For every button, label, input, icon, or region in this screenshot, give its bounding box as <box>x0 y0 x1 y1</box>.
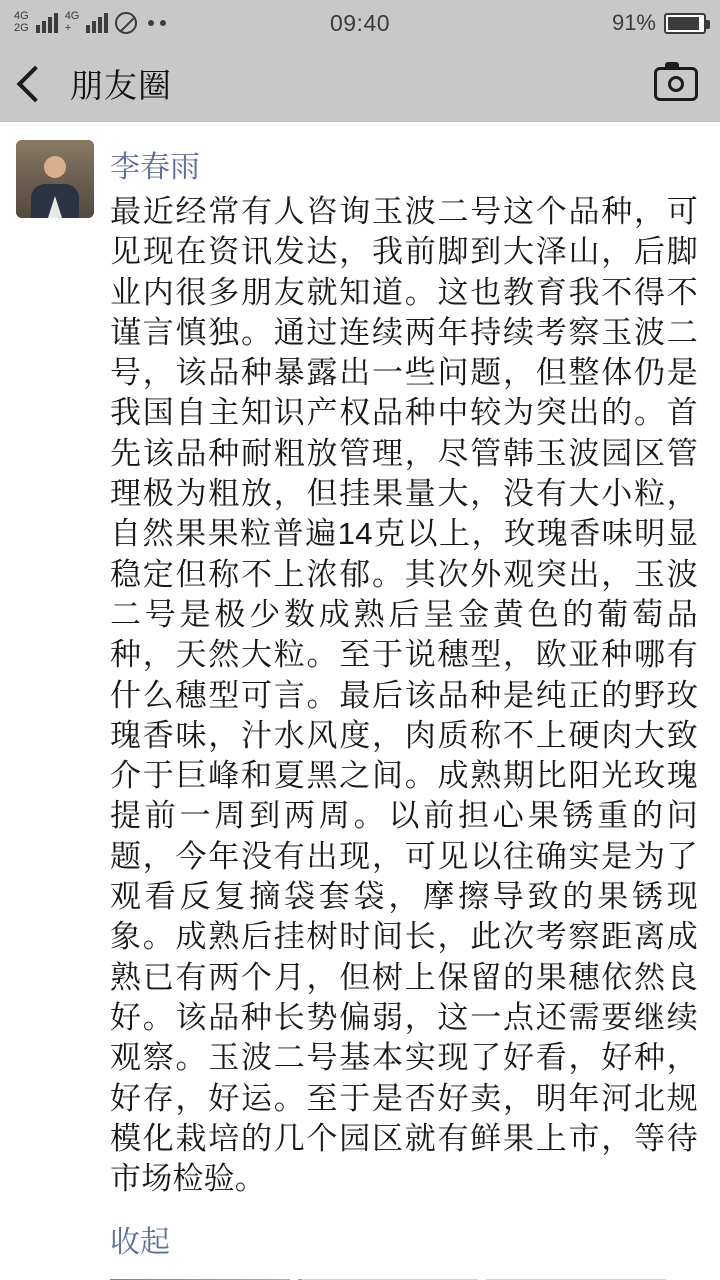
nav-bar <box>0 46 720 122</box>
post-item <box>0 140 720 1280</box>
moments-feed[interactable] <box>0 122 720 1280</box>
camera-icon[interactable] <box>654 67 698 101</box>
network-label-2: 4G <box>64 10 80 22</box>
network-type-labels <box>14 11 29 35</box>
status-right-group <box>612 10 706 36</box>
post-author-name[interactable]: 李春雨 <box>110 151 200 184</box>
network-label-2b: + <box>64 22 72 34</box>
network-type-label-secondary <box>65 11 80 35</box>
signal-bars-icon-1 <box>36 13 58 33</box>
avatar[interactable] <box>16 140 94 218</box>
signal-group <box>36 13 58 33</box>
collapse-toggle[interactable]: 收起 <box>110 1226 170 1260</box>
status-bar <box>0 0 720 46</box>
avatar-head <box>44 156 66 178</box>
back-chevron-icon[interactable] <box>17 65 54 102</box>
battery-percent-label: 91% <box>611 10 656 35</box>
status-left-group <box>14 11 166 35</box>
post-content-text: 最近经常有人咨询玉波二号这个品种，可见现在资讯发达，我前脚到大泽山，后脚业内很多朋友就知道。这也教育我不得不谨言慎独。通过连续两年持续考察玉波二号，该品种暴露出一些问题，但整体仍是我国自主知识产权品种中较为突出的。首先该品种耐粗放管理，尽管韩玉波园区管理极为粗放，但挂果量大，没有大小粒，自然果果粒普遍14克以上，玫瑰香味明显稳定但称不上浓郁。其次外观突出，玉波二号是极少数成熟后呈金黄色的葡萄品种，天然大粒。至于说穗型，欧亚种哪有什么穗型可言。最后该品种是纯正的野玫瑰香味，汁水风度，肉质称不上硬肉大致介于巨峰和夏黑之间。成熟期比阳光玫瑰提前一周到两周。以前担心果锈重的问题，今年没有出现，可见以往确实是为了观看反复摘袋套袋，摩擦导致的果锈现象。成熟后挂树时间长，此次考察距离成熟已有两个月，但树上保留的果穗依然良好。该品种长势偏弱，这一点还需要继续观察。玉波二号基本实现了好看，好种，好存，好运。至于是否好卖，明年河北规模化栽培的几个园区就有鲜果上市，等待市场检验。 <box>110 194 698 1197</box>
network-label-1: 4G <box>14 10 29 22</box>
more-dots-icon <box>148 20 166 26</box>
do-not-disturb-icon <box>115 12 137 34</box>
post-body <box>110 140 704 1280</box>
page-title: 朋友圈 <box>70 67 172 104</box>
signal-bars-icon-2 <box>86 13 108 33</box>
network-label-3: 2G <box>14 22 29 34</box>
battery-icon <box>664 13 706 34</box>
status-time: 09:40 <box>329 9 391 36</box>
